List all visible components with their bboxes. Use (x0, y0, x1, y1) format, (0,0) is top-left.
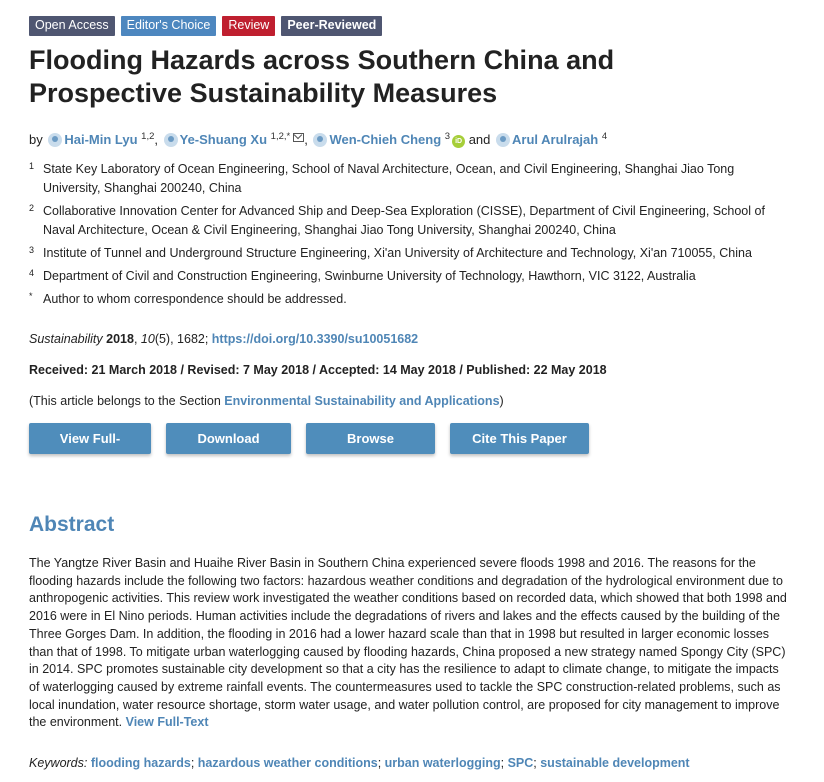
citation-volume: 10 (140, 332, 155, 346)
citation-issue: (5) (154, 332, 171, 346)
citation-line: Sustainability 2018, 10(5), 1682; https://doi.org/10.3390/su10051682 (29, 332, 419, 346)
view-full-text-button[interactable]: View Full-Text (29, 423, 151, 454)
keyword-separator: ; (190, 756, 198, 770)
author-link-arul-arulrajah[interactable]: Arul Arulrajah (512, 132, 599, 147)
author-profile-icon[interactable] (164, 133, 178, 147)
keywords-label: Keywords: (29, 756, 88, 770)
by-label: by (29, 132, 43, 147)
citation-article: , 1682; (170, 332, 212, 346)
abstract-view-full-text-link[interactable]: View Full-Text (125, 715, 209, 730)
abstract-text: The Yangtze River Basin and Huaihe River Basin in Southern China experienced severe floods 1998 and 2016. The reasons for the flooding hazards include the following two factors: hazardous weather conditions and degradation of the hydrological environment due to anthropogenic activities. This review work investigated the weather conditions based on recorded data, which showed that both 1998 and 2016 were in El Nino periods. Human activities include the degradations of rivers and lakes and the effects caused by the building of the Three Gorges Dam. In addition, the flooding in 2016 had a lower hazard scale than that in 1998 but resulted in larger economic losses than that of 1998. To mitigate urban waterlogging caused by flooding hazards, China proposed a new strategy named Spongy City (SPC) in 2014. SPC promotes sustainable city development so that a city has the resilience to adapt to climate change, to mitigate the impacts of waterlogging caused by extreme rainfall events. The countermeasures used to tackle the SPC construction-related problems, such as local inundation, water resource shortage, storm water usage, and water pollution control, are proposed for city management to improve the environment. (29, 556, 787, 730)
section-suffix: ) (499, 394, 504, 408)
affiliation-item (29, 267, 789, 286)
affiliation-list (29, 160, 789, 313)
review-badge: Review (222, 16, 275, 36)
author-affil-sup: 3 (444, 131, 451, 142)
keyword-link[interactable]: hazardous weather conditions (197, 756, 378, 770)
affiliation-text: State Key Laboratory of Ocean Engineering, School of Naval Architecture, Ocean, and Civil Engineering, Shanghai Jiao Tong University, Shanghai 200240, China (43, 162, 735, 195)
affiliation-item (29, 244, 789, 263)
affiliation-number: 2 (29, 203, 35, 213)
keyword-separator: ; (500, 756, 508, 770)
author-affil-sup: 4 (601, 131, 608, 142)
affiliation-text: Department of Civil and Construction Engineering, Swinburne University of Technology, Hawthorn, VIC 3122, Australia (43, 269, 696, 283)
author-profile-icon[interactable] (48, 133, 62, 147)
browse-figures-button[interactable]: Browse Figures (306, 423, 435, 454)
affiliation-number: 4 (29, 268, 35, 278)
doi-link[interactable]: https://doi.org/10.3390/su10051682 (211, 332, 419, 346)
publication-dates: Received: 21 March 2018 / Revised: 7 May 2018 / Accepted: 14 May 2018 / Published: 22 May 2018 (29, 363, 607, 377)
orcid-icon[interactable]: iD (452, 135, 465, 148)
action-buttons (29, 423, 589, 477)
author-link-hai-min-lyu[interactable]: Hai-Min Lyu (64, 132, 138, 147)
author-profile-icon[interactable] (496, 133, 510, 147)
keywords-line (29, 756, 690, 770)
keyword-link[interactable]: SPC (507, 756, 534, 770)
cite-this-paper-button[interactable]: Cite This Paper (450, 423, 589, 454)
affiliation-text: Author to whom correspondence should be addressed. (43, 292, 347, 306)
keyword-separator: ; (533, 756, 541, 770)
affiliation-item (29, 160, 789, 198)
section-link[interactable]: Environmental Sustainability and Applications (224, 394, 500, 408)
author-affil-sup: 1,2 (141, 131, 155, 142)
author-list: by Hai-Min Lyu $^{1,2}$, Ye-Shuang Xu $^{1,2,*}$ , Wen-Chieh Cheng $^3$ iD and Arul Arulrajah $^4$ (29, 131, 608, 147)
author-link-wen-chieh-cheng[interactable]: Wen-Chieh Cheng (329, 132, 442, 147)
section-info (29, 394, 504, 408)
editors-choice-badge[interactable]: Editor's Choice (121, 16, 217, 36)
section-prefix: (This article belongs to the Section (29, 394, 225, 408)
author-profile-icon[interactable] (313, 133, 327, 147)
correspondence-note (29, 290, 789, 309)
email-icon[interactable] (293, 133, 304, 142)
affiliation-text: Collaborative Innovation Center for Advanced Ship and Deep-Sea Exploration (CISSE), Department of Civil Engineering, School of Naval Architecture, Ocean & Civil Engineering, Shanghai Jiao Tong University, Shanghai 200240, China (43, 204, 765, 237)
abstract-body (29, 555, 787, 732)
affiliation-number: * (29, 291, 33, 301)
citation-year: 2018 (106, 332, 134, 346)
abstract-heading: Abstract (29, 513, 115, 536)
open-access-badge[interactable]: Open Access (29, 16, 115, 36)
author-link-ye-shuang-xu[interactable]: Ye-Shuang Xu (179, 132, 268, 147)
journal-name: Sustainability (29, 332, 103, 346)
author-affil-sup: 1,2,* (270, 131, 291, 142)
affiliation-number: 1 (29, 161, 35, 171)
download-pdf-button[interactable]: Download PDF (166, 423, 291, 454)
badge-row (29, 16, 382, 36)
keyword-link[interactable]: sustainable development (540, 756, 690, 770)
and-label: and (468, 132, 491, 147)
affiliation-item (29, 202, 789, 240)
article-title: Flooding Hazards across Southern China and Prospective Sustainability Measures (29, 45, 615, 108)
affiliation-number: 3 (29, 245, 35, 255)
keyword-link[interactable]: urban waterlogging (384, 756, 501, 770)
keyword-separator: ; (377, 756, 385, 770)
affiliation-text: Institute of Tunnel and Underground Structure Engineering, Xi'an University of Architecture and Technology, Xi'an 710055, China (43, 246, 752, 260)
keyword-link[interactable]: flooding hazards (90, 756, 191, 770)
peer-reviewed-badge[interactable]: Peer-Reviewed (281, 16, 382, 36)
